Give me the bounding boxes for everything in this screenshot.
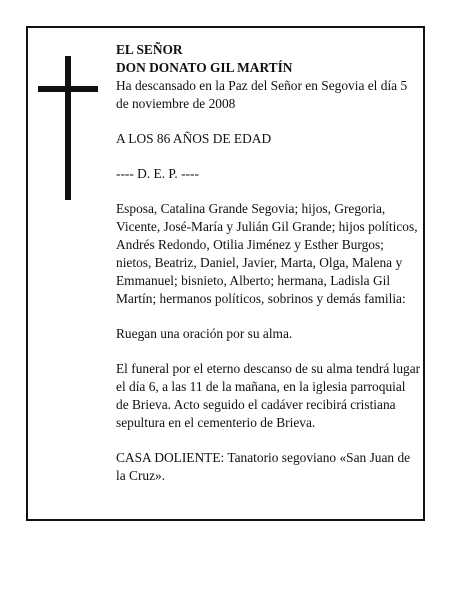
death-statement: Ha descansado en la Paz del Señor en Segovia el día 5 de noviembre de 2008 — [116, 78, 408, 111]
prayer-request: Ruegan una oración por su alma. — [116, 326, 293, 341]
cross-horizontal-bar — [38, 86, 98, 92]
deceased-name: DON DONATO GIL MARTÍN — [116, 60, 293, 75]
obituary-content — [116, 41, 421, 485]
rest-in-peace: ---- D. E. P. ---- — [116, 166, 199, 181]
mourning-house: CASA DOLIENTE: Tanatorio segoviano «San Juan de la Cruz». — [116, 450, 411, 483]
family-list: Esposa, Catalina Grande Segovia; hijos, Gregoria, Vicente, José-María y Julián Gil Grande; hijos políticos, Andrés Redondo, Otilia Jiménez y Esther Burgos; nietos, Beatriz, Daniel, Javier, Marta, Olga, Malena y Emmanuel; bisnieto, Alberto; hermana, Ladisla Gil Martín; hermanos políticos, sobrinos y demás familia: — [116, 201, 418, 306]
deceased-title: EL SEÑOR — [116, 42, 183, 57]
age-statement: A LOS 86 AÑOS DE EDAD — [116, 131, 272, 146]
cross-vertical-bar — [65, 56, 71, 200]
latin-cross-icon — [38, 56, 98, 200]
obituary-notice — [26, 26, 425, 521]
funeral-details: El funeral por el eterno descanso de su alma tendrá lugar el día 6, a las 11 de la mañana, en la iglesia parroquial de Brieva. Acto seguido el cadáver recibirá cristiana sepultura en el cementerio de Brieva. — [116, 361, 421, 430]
